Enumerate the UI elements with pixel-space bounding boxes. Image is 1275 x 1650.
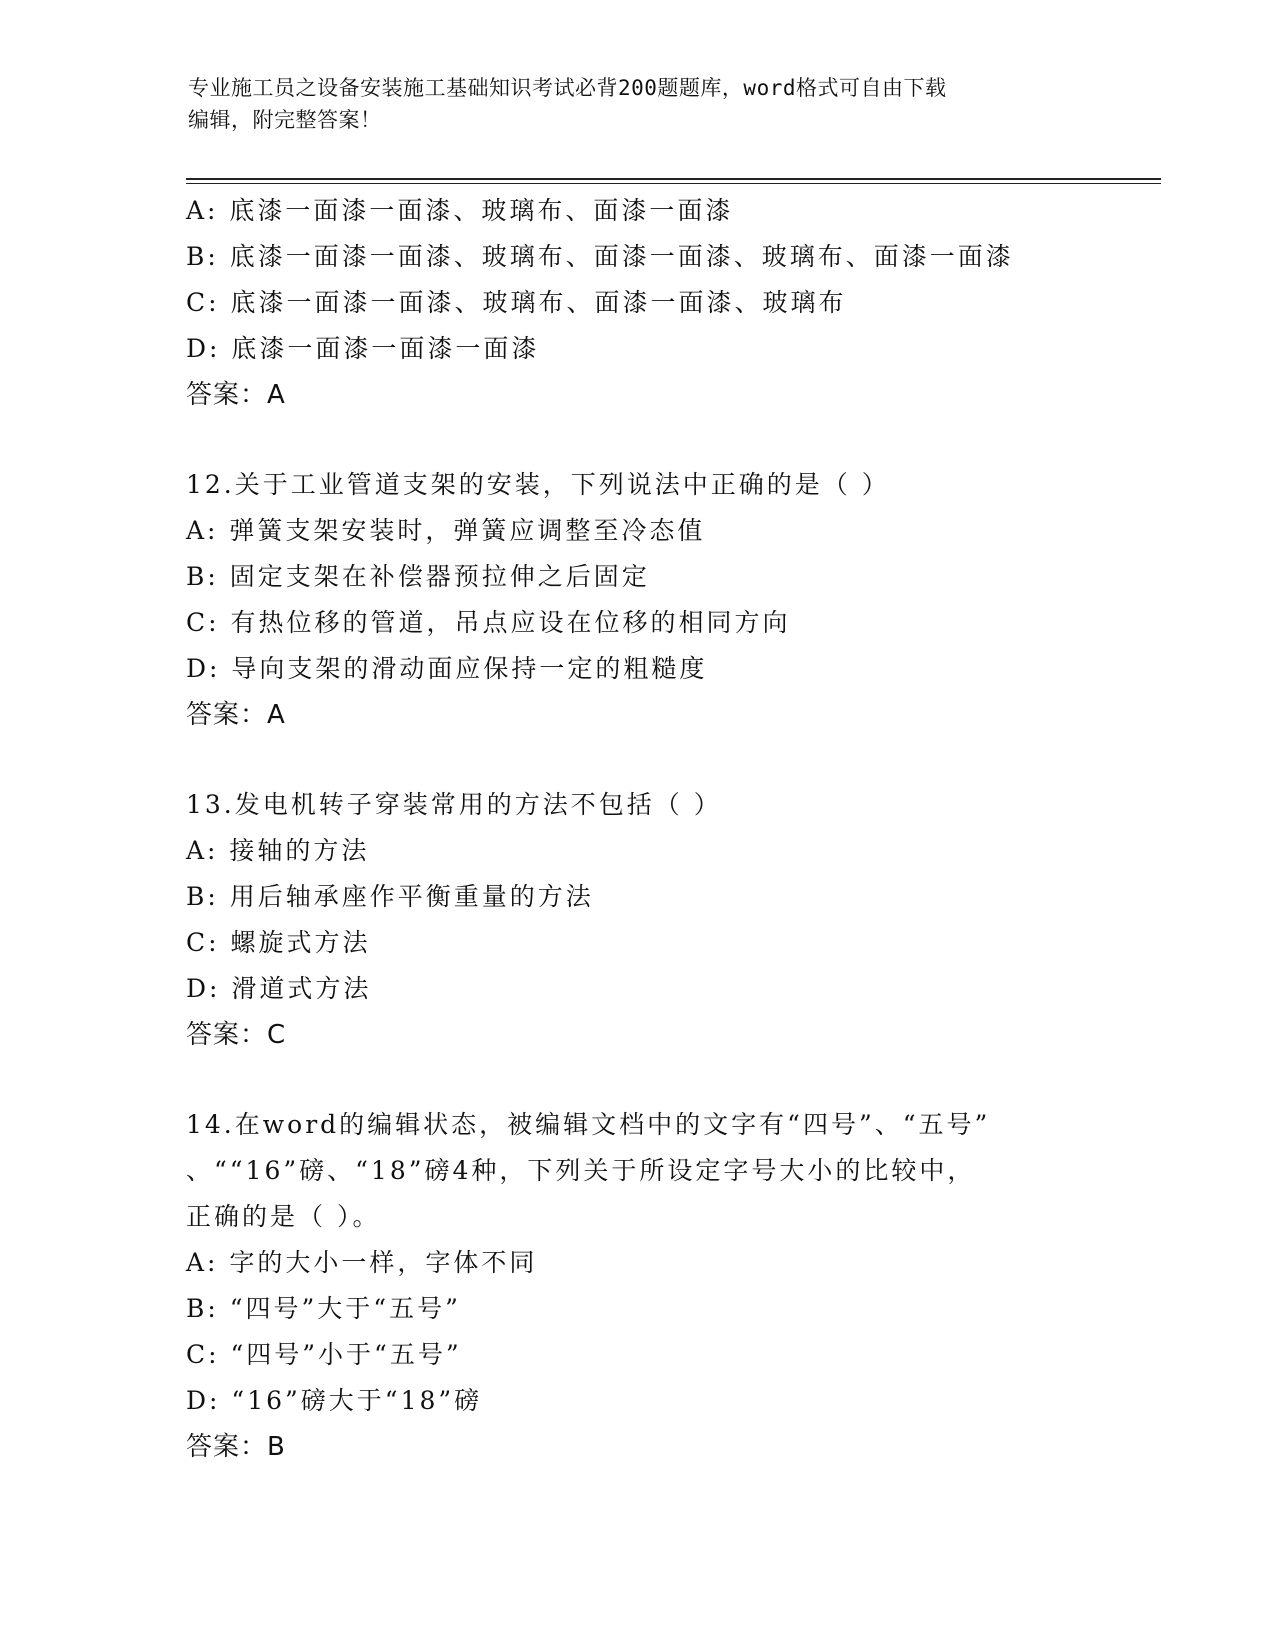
option-c: C: 螺旋式方法 — [186, 928, 371, 957]
header-title-line-1: 专业施工员之设备安装施工基础知识考试必背200题题库，word格式可自由下载 — [188, 76, 947, 100]
option-b: B: “四号”大于“五号” — [186, 1294, 461, 1323]
option-d: D: 导向支架的滑动面应保持一定的粗糙度 — [186, 654, 708, 683]
question-block-12 — [186, 462, 1086, 738]
option-b: B: 底漆一面漆一面漆、玻璃布、面漆一面漆、玻璃布、面漆一面漆 — [186, 242, 1014, 271]
option-c: C: 底漆一面漆一面漆、玻璃布、面漆一面漆、玻璃布 — [186, 288, 847, 317]
option-d: D: 底漆一面漆一面漆一面漆 — [186, 334, 540, 363]
question-block-14 — [186, 1102, 1086, 1470]
question-stem: 13.发电机转子穿装常用的方法不包括（ ） — [186, 790, 722, 819]
document-header — [188, 72, 1068, 136]
question-stem-line-3: 正确的是（ ）。 — [186, 1202, 381, 1231]
option-d: D: 滑道式方法 — [186, 974, 372, 1003]
option-a: A: 接轴的方法 — [186, 836, 370, 865]
question-stem-line-1: 14.在word的编辑状态，被编辑文档中的文字有“四号”、“五号” — [186, 1110, 991, 1139]
question-stem: 12.关于工业管道支架的安装，下列说法中正确的是（ ） — [186, 470, 890, 499]
answer-line: 答案：A — [186, 380, 286, 410]
option-b: B: 用后轴承座作平衡重量的方法 — [186, 882, 594, 911]
option-d: D: “16”磅大于“18”磅 — [186, 1386, 483, 1415]
question-block-13 — [186, 782, 1086, 1058]
header-title-line-2: 编辑，附完整答案！ — [188, 108, 382, 132]
header-divider-thick — [186, 178, 1161, 180]
question-list — [186, 188, 1086, 1470]
option-b: B: 固定支架在补偿器预拉伸之后固定 — [186, 562, 650, 591]
option-a: A: 弹簧支架安装时，弹簧应调整至冷态值 — [186, 516, 706, 545]
option-a: A: 字的大小一样，字体不同 — [186, 1248, 538, 1277]
answer-line: 答案：B — [186, 1432, 286, 1462]
option-c: C: 有热位移的管道，吊点应设在位移的相同方向 — [186, 608, 791, 637]
question-block-11 — [186, 188, 1086, 418]
answer-line: 答案：C — [186, 1020, 287, 1050]
header-divider-thin — [186, 183, 1161, 184]
option-c: C: “四号”小于“五号” — [186, 1340, 462, 1369]
spacer — [186, 738, 1086, 782]
spacer — [186, 418, 1086, 462]
spacer — [186, 1058, 1086, 1102]
option-a: A: 底漆一面漆一面漆、玻璃布、面漆一面漆 — [186, 196, 734, 225]
answer-line: 答案：A — [186, 700, 286, 730]
question-stem-line-2: 、““16”磅、“18”磅4种，下列关于所设定字号大小的比较中， — [186, 1156, 976, 1185]
